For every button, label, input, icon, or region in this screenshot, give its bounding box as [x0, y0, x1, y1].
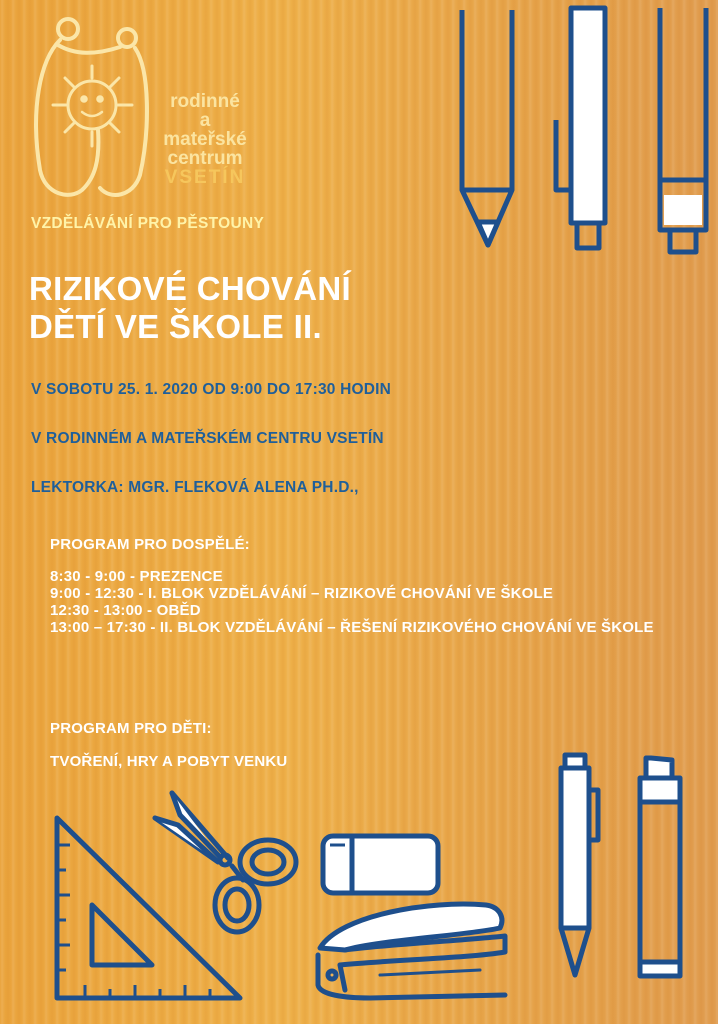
- marker-icon: [640, 758, 680, 976]
- event-place: V RODINNÉM A MATEŘSKÉM CENTRU VSETÍN: [31, 430, 384, 447]
- event-lecturer: LEKTORKA: MGR. FLEKOVÁ ALENA PH.D.,: [31, 479, 359, 496]
- logo-sun-icon: [36, 19, 147, 195]
- event-date: V SOBOTU 25. 1. 2020 OD 9:00 DO 17:30 HODIN: [31, 381, 392, 398]
- pen-icon: [561, 755, 598, 975]
- schedule-item: 13:00 – 17:30 - II. BLOK VZDĚLÁVÁNÍ – ŘEŠENÍ RIZIKOVÉHO CHOVÁNÍ VE ŠKOLE: [50, 619, 654, 636]
- pencil-icon: [462, 10, 512, 245]
- logo-line-2: a: [199, 110, 211, 131]
- logo-line-3: mateřské: [163, 129, 247, 150]
- logo-line-4: centrum: [167, 148, 243, 169]
- kids-activities: TVOŘENÍ, HRY A POBYT VENKU: [50, 753, 288, 770]
- event-title: [29, 270, 351, 346]
- triangle-ruler-icon: [57, 818, 240, 998]
- schedule-item: 9:00 - 12:30 - I. BLOK VZDĚLÁVÁNÍ – RIZIKOVÉ CHOVÁNÍ VE ŠKOLE: [50, 585, 554, 602]
- logo-city: VSETÍN: [164, 167, 246, 188]
- logo-wordmark: [146, 92, 264, 187]
- marker-icon: [660, 8, 706, 252]
- stapler-icon: [318, 904, 505, 998]
- adults-program-heading: PROGRAM PRO DOSPĚLÉ:: [50, 536, 250, 553]
- scissors-icon: [155, 793, 296, 932]
- event-title-line-1: RIZIKOVÉ CHOVÁNÍ: [29, 270, 351, 307]
- schedule-item: 12:30 - 13:00 - OBĚD: [50, 602, 201, 619]
- pen-icon: [556, 8, 605, 248]
- eraser-icon: [323, 836, 438, 893]
- event-subtitle: VZDĚLÁVÁNÍ PRO PĚSTOUNY: [31, 215, 265, 232]
- event-title-line-2: DĚTÍ VE ŠKOLE II.: [29, 308, 322, 345]
- kids-program-heading: PROGRAM PRO DĚTI:: [50, 720, 212, 737]
- adults-schedule: [50, 568, 690, 636]
- logo-line-1: rodinné: [170, 91, 240, 112]
- schedule-item: 8:30 - 9:00 - PREZENCE: [50, 568, 223, 585]
